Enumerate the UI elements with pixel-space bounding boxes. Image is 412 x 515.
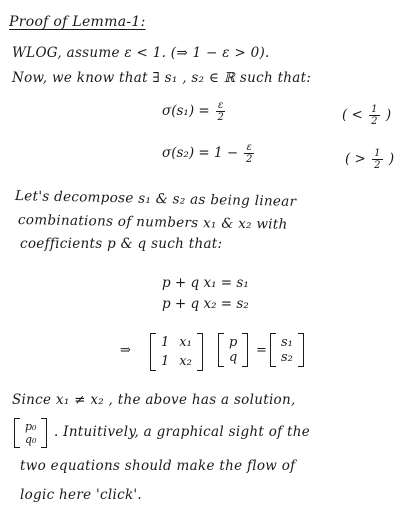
eq2-note-numerator: 1 xyxy=(374,148,381,159)
right-bracket xyxy=(41,418,47,448)
decompose-line-3: coefficients p & q such that: xyxy=(20,236,223,252)
since-line-2: . Intuitively, a graphical sight of the xyxy=(54,424,311,440)
since-line-3: two equations should make the flow of xyxy=(20,458,296,474)
matrix-cell: x₂ xyxy=(179,354,192,369)
vector-entry: p₀ xyxy=(25,420,37,433)
vector-entry: s₂ xyxy=(281,350,293,365)
solution-vector xyxy=(14,418,47,448)
eq1-note-close: ) xyxy=(381,107,392,123)
eq2-fraction xyxy=(244,142,253,165)
eq1-note-denominator: 2 xyxy=(371,116,378,127)
existence-line: Now, we know that ∃ s₁ , s₂ ∈ ℝ such that: xyxy=(12,70,312,86)
sigma-s2-equation xyxy=(162,142,256,165)
eq2-note-fraction xyxy=(372,148,382,171)
matrix-cell: x₁ xyxy=(179,335,192,350)
coefficient-matrix-grid xyxy=(156,333,197,371)
right-bracket xyxy=(298,333,304,367)
eq2-note-open: ( > xyxy=(345,151,371,167)
pq-vector-entries xyxy=(224,333,242,367)
eq1-note-fraction xyxy=(369,104,379,127)
decompose-line-2: combinations of numbers x₁ & x₂ with xyxy=(17,212,288,233)
proof-title: Proof of Lemma-1: xyxy=(9,14,146,30)
eq2-note xyxy=(345,148,394,171)
implies-symbol: ⇒ xyxy=(120,343,131,358)
solution-vector-entries xyxy=(20,418,41,448)
eq1-denominator: 2 xyxy=(217,112,224,123)
eq2-numerator: ε xyxy=(246,142,252,153)
eq1-note-numerator: 1 xyxy=(371,104,378,115)
eq1-lhs: σ(s₁) = xyxy=(162,103,214,119)
matrix-cell: 1 xyxy=(161,354,170,369)
equals-symbol: = xyxy=(256,343,267,358)
eq2-note-close: ) xyxy=(384,151,395,167)
system-row-2: p + q x₂ = s₂ xyxy=(162,296,249,312)
coefficient-matrix xyxy=(150,333,203,371)
vector-entry: p xyxy=(229,335,238,350)
matrix-cell: 1 xyxy=(161,335,170,350)
system-row-1: p + q x₁ = s₁ xyxy=(162,275,249,291)
eq1-numerator: ε xyxy=(217,100,224,111)
vector-entry: q xyxy=(229,350,238,365)
right-bracket xyxy=(197,333,203,371)
eq1-note-open: ( < xyxy=(342,107,368,123)
decompose-line-1: Let's decompose s₁ & s₂ as being linear xyxy=(14,188,297,210)
eq2-denominator: 2 xyxy=(245,154,253,165)
eq1-note xyxy=(342,104,391,127)
vector-entry: q₀ xyxy=(25,433,37,446)
wlog-line: WLOG, assume ε < 1. (⇒ 1 − ε > 0). xyxy=(12,45,270,61)
right-bracket xyxy=(242,333,248,367)
since-line-4: logic here 'click'. xyxy=(20,487,143,503)
eq1-fraction xyxy=(216,100,225,123)
s-vector-entries xyxy=(276,333,298,367)
since-line-1: Since x₁ ≠ x₂ , the above has a solution, xyxy=(12,392,296,408)
vector-entry: s₁ xyxy=(281,335,293,350)
sigma-s1-equation xyxy=(162,100,227,123)
pq-vector xyxy=(218,333,248,367)
eq2-note-denominator: 2 xyxy=(374,160,381,171)
eq2-lhs: σ(s₂) = 1 − xyxy=(162,145,243,161)
s-vector xyxy=(270,333,304,367)
